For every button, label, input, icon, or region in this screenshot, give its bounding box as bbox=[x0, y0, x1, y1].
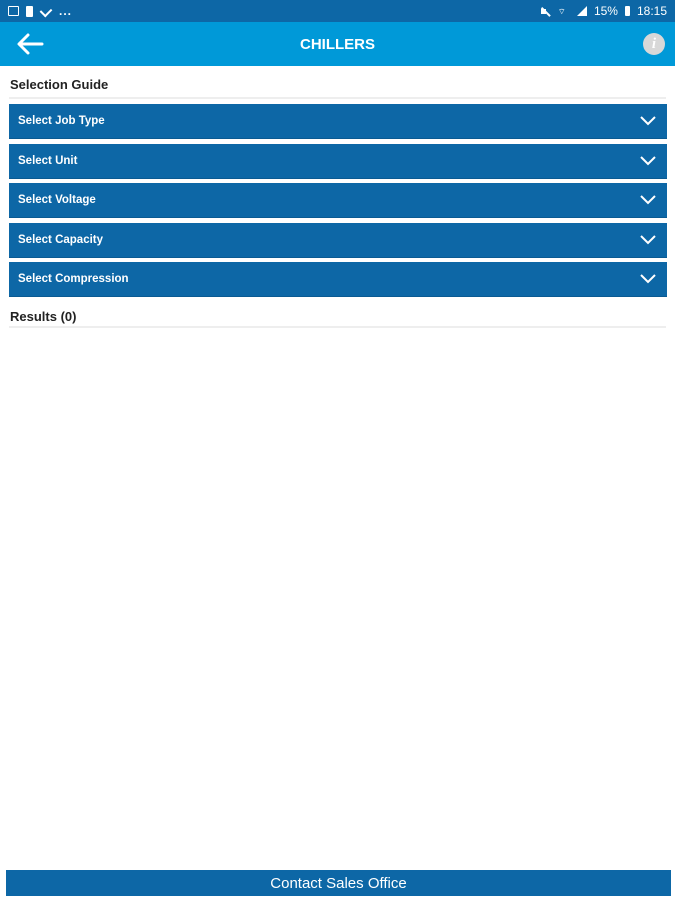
battery-icon bbox=[625, 6, 630, 16]
back-arrow-icon bbox=[16, 32, 44, 56]
dropdown-unit[interactable] bbox=[9, 144, 667, 179]
status-dots: ... bbox=[59, 4, 73, 18]
selection-guide-label: Selection Guide bbox=[10, 77, 109, 92]
dropdown-voltage[interactable] bbox=[9, 183, 667, 218]
divider bbox=[9, 326, 666, 328]
image-icon bbox=[8, 6, 19, 16]
back-button[interactable] bbox=[16, 32, 44, 56]
status-left bbox=[8, 4, 72, 18]
dropdown-job-type[interactable] bbox=[9, 104, 667, 139]
info-button[interactable] bbox=[643, 33, 665, 55]
info-icon: i bbox=[651, 36, 657, 52]
dropdown-label: Select Job Type bbox=[18, 115, 105, 127]
dropdown-compression[interactable] bbox=[9, 262, 667, 297]
signal-icon bbox=[576, 6, 587, 17]
status-bar bbox=[0, 0, 675, 22]
contact-sales-office-button[interactable]: Contact Sales Office bbox=[6, 870, 671, 896]
missed-call-icon bbox=[40, 6, 52, 16]
dropdown-label: Select Unit bbox=[18, 154, 78, 167]
app-bar bbox=[0, 22, 675, 66]
wifi-icon: ⌔ bbox=[557, 6, 566, 16]
mute-icon bbox=[540, 6, 551, 17]
dropdown-capacity[interactable] bbox=[9, 223, 667, 258]
status-right bbox=[540, 4, 667, 18]
battery-saver-icon bbox=[26, 6, 33, 17]
chevron-down-icon bbox=[639, 234, 657, 246]
divider bbox=[9, 97, 666, 99]
page-title: CHILLERS bbox=[300, 35, 375, 53]
chevron-down-icon bbox=[639, 115, 657, 127]
dropdown-label: Select Voltage bbox=[18, 194, 96, 206]
battery-percent: 15% bbox=[593, 4, 618, 18]
dropdown-label: Select Capacity bbox=[18, 233, 104, 246]
dropdown-label: Select Compression bbox=[18, 273, 129, 285]
chevron-down-icon bbox=[639, 273, 657, 285]
status-time: 18:15 bbox=[636, 4, 667, 18]
results-label: Results (0) bbox=[10, 309, 77, 324]
chevron-down-icon bbox=[639, 194, 657, 206]
chevron-down-icon bbox=[639, 155, 657, 167]
selection-dropdowns bbox=[9, 104, 667, 302]
